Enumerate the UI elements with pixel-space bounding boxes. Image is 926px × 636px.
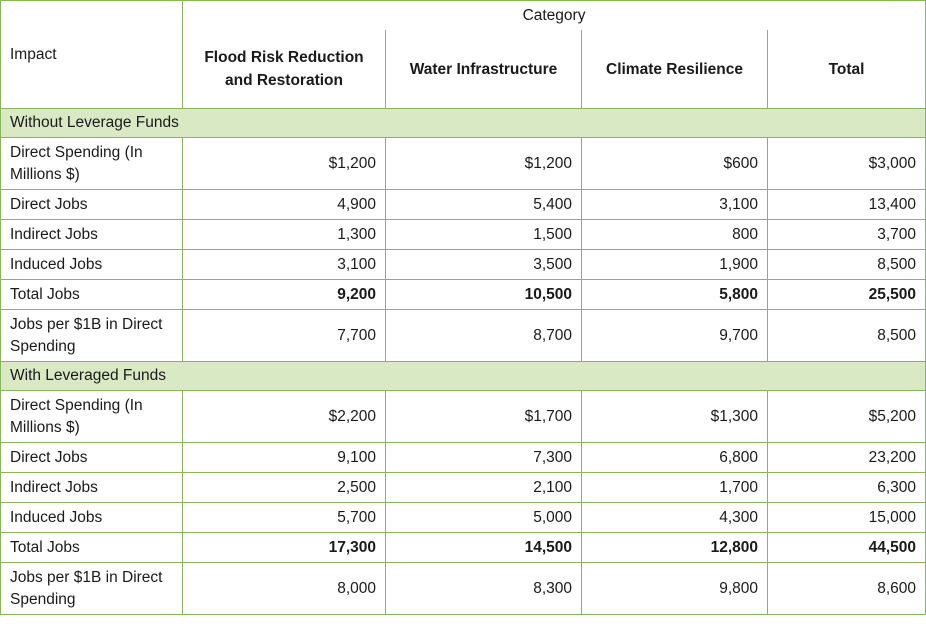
row-label: Direct Jobs — [1, 443, 183, 473]
cell-flood: 5,700 — [183, 503, 386, 533]
cell-climate: 12,800 — [582, 533, 768, 563]
cell-flood: 4,900 — [183, 190, 386, 220]
cell-flood: 9,100 — [183, 443, 386, 473]
table-row — [1, 250, 926, 280]
row-label: Direct Spending (In Millions $) — [1, 391, 183, 443]
cell-water: 7,300 — [386, 443, 582, 473]
cell-total: 3,700 — [768, 220, 926, 250]
cell-total: 15,000 — [768, 503, 926, 533]
column-header-water: Water Infrastructure — [386, 30, 582, 109]
table-row — [1, 310, 926, 362]
cell-climate: 1,700 — [582, 473, 768, 503]
cell-total: 13,400 — [768, 190, 926, 220]
cell-total: 23,200 — [768, 443, 926, 473]
cell-flood: 7,700 — [183, 310, 386, 362]
row-label: Direct Jobs — [1, 190, 183, 220]
cell-flood: 17,300 — [183, 533, 386, 563]
cell-water: 8,300 — [386, 563, 582, 615]
cell-climate: $1,300 — [582, 391, 768, 443]
table-row — [1, 190, 926, 220]
table-row — [1, 220, 926, 250]
cell-climate: $600 — [582, 138, 768, 190]
cell-water: $1,200 — [386, 138, 582, 190]
section-title: Without Leverage Funds — [1, 109, 926, 138]
table-row — [1, 280, 926, 310]
cell-water: 5,000 — [386, 503, 582, 533]
row-label: Direct Spending (In Millions $) — [1, 138, 183, 190]
column-header-total: Total — [768, 30, 926, 109]
cell-climate: 9,700 — [582, 310, 768, 362]
cell-flood: $1,200 — [183, 138, 386, 190]
row-label: Total Jobs — [1, 533, 183, 563]
cell-flood: 3,100 — [183, 250, 386, 280]
cell-water: 5,400 — [386, 190, 582, 220]
cell-total: 8,500 — [768, 250, 926, 280]
section-row — [1, 109, 926, 138]
cell-climate: 4,300 — [582, 503, 768, 533]
cell-climate: 1,900 — [582, 250, 768, 280]
cell-climate: 9,800 — [582, 563, 768, 615]
row-label: Indirect Jobs — [1, 220, 183, 250]
row-label: Induced Jobs — [1, 250, 183, 280]
table-row — [1, 138, 926, 190]
cell-water: 10,500 — [386, 280, 582, 310]
cell-water: 14,500 — [386, 533, 582, 563]
row-label: Induced Jobs — [1, 503, 183, 533]
cell-water: 8,700 — [386, 310, 582, 362]
cell-total: $3,000 — [768, 138, 926, 190]
cell-flood: 8,000 — [183, 563, 386, 615]
cell-climate: 5,800 — [582, 280, 768, 310]
cell-water: 3,500 — [386, 250, 582, 280]
table-row — [1, 473, 926, 503]
row-label: Jobs per $1B in Direct Spending — [1, 310, 183, 362]
table-body — [1, 109, 926, 615]
cell-total: 25,500 — [768, 280, 926, 310]
cell-water: 2,100 — [386, 473, 582, 503]
cell-climate: 3,100 — [582, 190, 768, 220]
cell-total: 44,500 — [768, 533, 926, 563]
row-label: Jobs per $1B in Direct Spending — [1, 563, 183, 615]
table-row — [1, 563, 926, 615]
column-header-flood: Flood Risk Reduction and Restoration — [183, 30, 386, 109]
table-row — [1, 533, 926, 563]
cell-flood: 2,500 — [183, 473, 386, 503]
row-label: Indirect Jobs — [1, 473, 183, 503]
cell-water: 1,500 — [386, 220, 582, 250]
table-row — [1, 391, 926, 443]
table-header — [1, 1, 926, 109]
column-header-climate: Climate Resilience — [582, 30, 768, 109]
section-row — [1, 362, 926, 391]
table-row — [1, 443, 926, 473]
cell-total: 8,500 — [768, 310, 926, 362]
cell-total: 8,600 — [768, 563, 926, 615]
cell-total: 6,300 — [768, 473, 926, 503]
section-title: With Leveraged Funds — [1, 362, 926, 391]
cell-total: $5,200 — [768, 391, 926, 443]
cell-climate: 800 — [582, 220, 768, 250]
cell-flood: $2,200 — [183, 391, 386, 443]
category-header: Category — [183, 1, 926, 31]
cell-climate: 6,800 — [582, 443, 768, 473]
cell-flood: 9,200 — [183, 280, 386, 310]
table-row — [1, 503, 926, 533]
impact-header: Impact — [1, 1, 183, 109]
cell-water: $1,700 — [386, 391, 582, 443]
cell-flood: 1,300 — [183, 220, 386, 250]
row-label: Total Jobs — [1, 280, 183, 310]
